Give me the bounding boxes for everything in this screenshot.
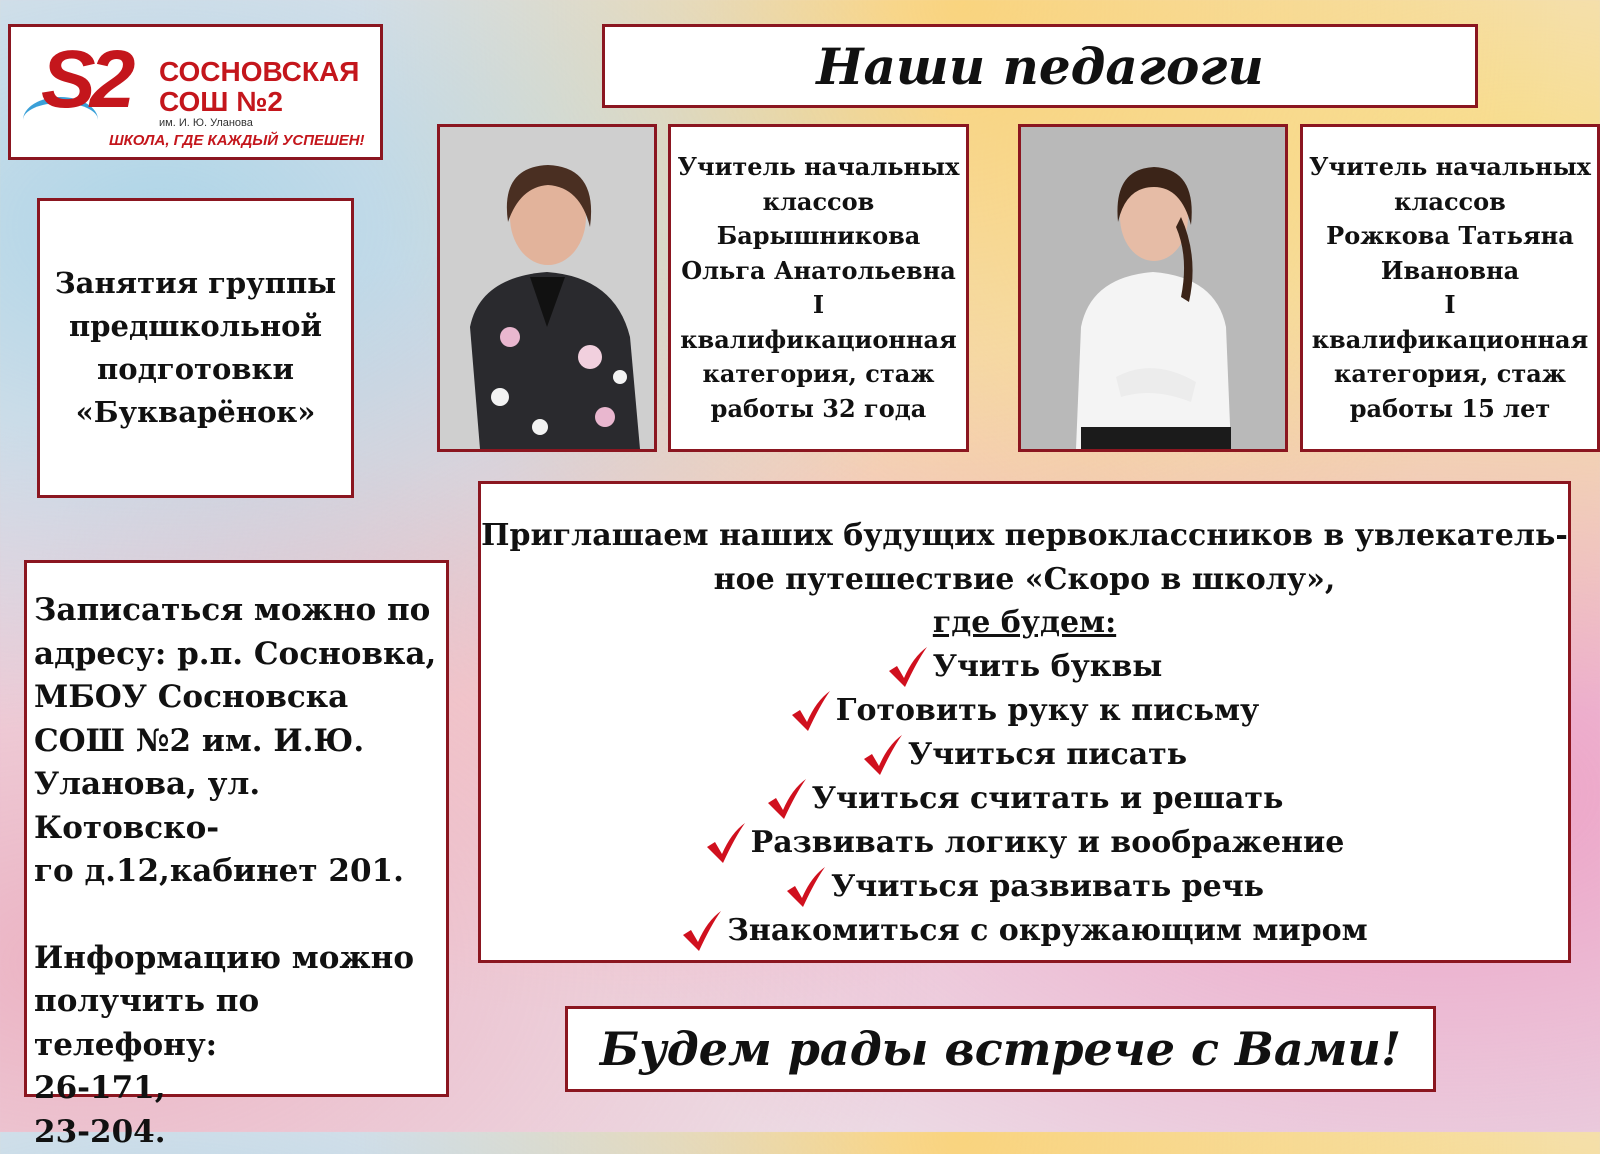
invitation-where-heading: где будем: [481, 601, 1568, 645]
checkmark-icon [790, 689, 832, 733]
teacher-1-info: Учитель начальных классов Барышникова Ольга Анатольевна I квалификационная категория, стаж работы 32 года [671, 150, 966, 426]
enrollment-address: Записаться можно по адресу: р.п. Сосновка, МБОУ Сосновска СОШ №2 им. И.Ю. Уланова, ул. Котовско- го д.12,кабинет 201. [34, 589, 446, 894]
list-item [481, 689, 1568, 733]
list-item [481, 865, 1568, 909]
activity-label: Учиться считать и решать [812, 777, 1284, 821]
activity-label: Развивать логику и воображение [751, 821, 1345, 865]
checkmark-icon [785, 865, 827, 909]
activity-label: Учиться писать [908, 733, 1187, 777]
activity-label: Готовить руку к письму [836, 689, 1260, 733]
contact-box [24, 560, 449, 1097]
checkmark-icon [766, 777, 808, 821]
teacher-card-1 [668, 124, 969, 452]
activity-label: Знакомиться с окружающим миром [727, 909, 1367, 953]
page-title: Наши педагоги [816, 37, 1264, 96]
teacher-photo-2 [1018, 124, 1288, 452]
list-item [481, 909, 1568, 953]
activity-label: Учиться развивать речь [831, 865, 1264, 909]
group-name: Занятия группы предшкольной подготовки «Букварёнок» [40, 262, 351, 434]
logo-school-name: СОСНОВСКАЯ [159, 57, 359, 87]
list-item [481, 645, 1568, 689]
phone-info: Информацию можно получить по телефону: 26-171, 23-204. [34, 937, 446, 1154]
page-title-box [602, 24, 1478, 108]
checkmark-icon [705, 821, 747, 865]
teacher-card-2 [1300, 124, 1600, 452]
logo-motto: ШКОЛА, ГДЕ КАЖДЫЙ УСПЕШЕН! [109, 132, 365, 149]
activity-label: Учить буквы [933, 645, 1163, 689]
teacher-portrait-2 [1021, 127, 1285, 449]
teacher-photo-1 [437, 124, 657, 452]
logo-school-number: СОШ №2 [159, 87, 283, 117]
invitation-box [478, 481, 1571, 963]
teacher-portrait-1 [440, 127, 654, 449]
closing-box [565, 1006, 1436, 1092]
list-item [481, 777, 1568, 821]
activity-list [481, 645, 1568, 953]
list-item [481, 821, 1568, 865]
invitation-intro: Приглашаем наших будущих первоклассников в увлекатель- ное путешествие «Скоро в школу», [481, 514, 1568, 601]
checkmark-icon [887, 645, 929, 689]
checkmark-icon [862, 733, 904, 777]
list-item [481, 733, 1568, 777]
logo-subtitle: им. И. Ю. Уланова [159, 117, 253, 129]
checkmark-icon [681, 909, 723, 953]
closing-message: Будем рады встрече с Вами! [600, 1022, 1401, 1076]
logo-mark: S2 [41, 37, 129, 123]
teacher-2-info: Учитель начальных классов Рожкова Татьяна Ивановна I квалификационная категория, стаж работы 15 лет [1303, 150, 1597, 426]
group-name-box [37, 198, 354, 498]
school-logo [8, 24, 383, 160]
